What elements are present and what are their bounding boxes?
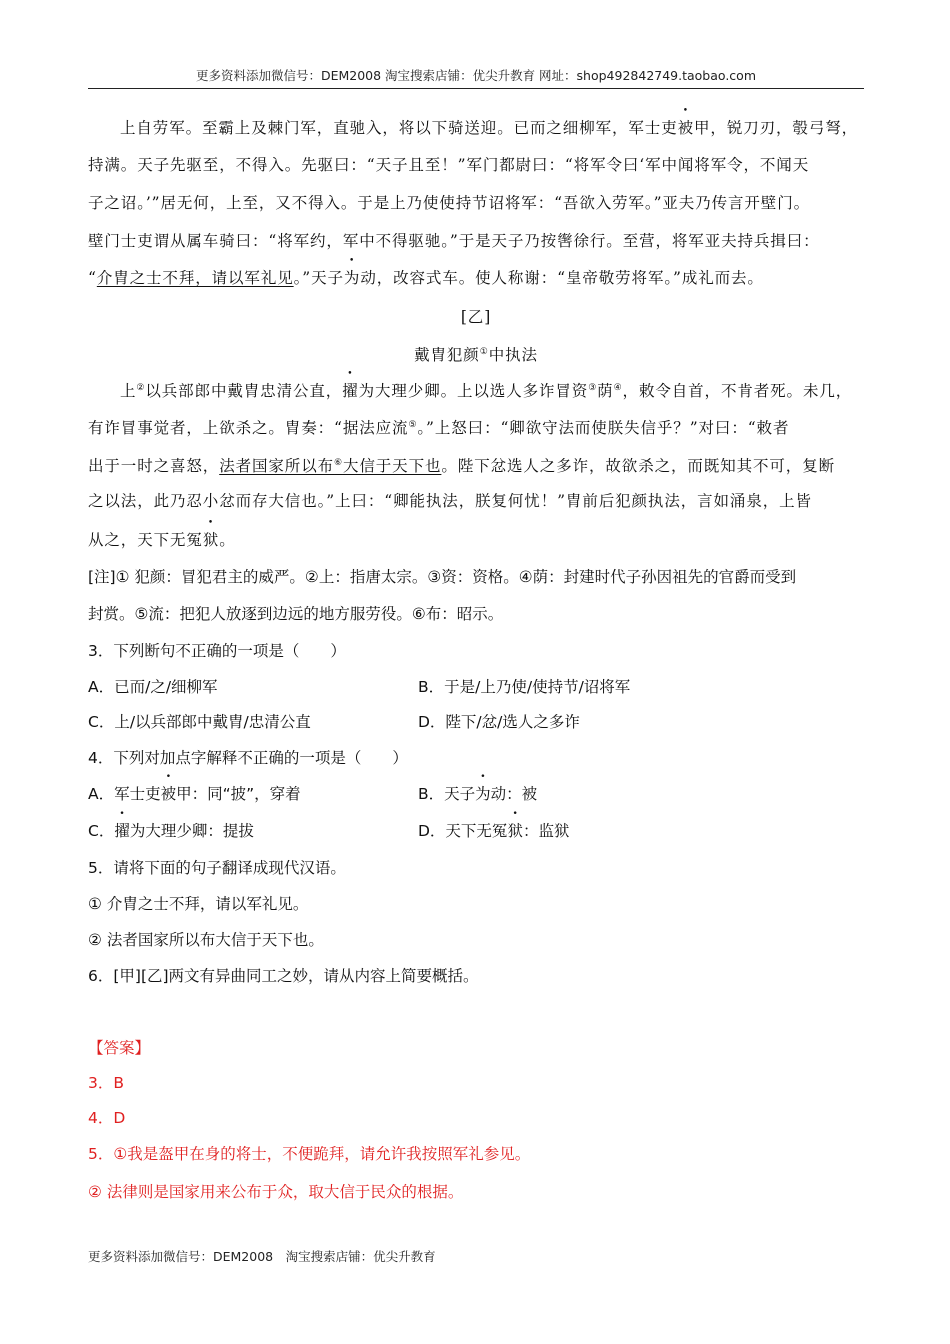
- yi-label: [乙]: [460, 308, 492, 326]
- dotted-char: 为: [343, 269, 361, 287]
- q5-sentence-1: ① 介胄之士不拜，请以军礼见。: [88, 895, 309, 913]
- dotted-char: 擢: [114, 822, 130, 840]
- q5-sentence-2: ② 法者国家所以布大信于天下也。: [88, 931, 324, 949]
- jia-line-4: 壁门士吏谓从属车骑曰：“将军约，军中不得驱驰。”于是天子乃按辔徐行。至营，将军亚夫持兵揖曰：: [88, 232, 820, 250]
- q3-stem: 3．下列断句不正确的一项是（ ）: [88, 642, 346, 660]
- yi-line-2: 有诈冒事觉者，上欲杀之。胄奏：“据法应流⑤。”上怒曰：“卿欲守法而使朕失信乎？”对曰：“敕者: [88, 419, 790, 438]
- underlined-sentence: 介胄之士不拜，请以军礼见: [96, 269, 294, 287]
- yi-line-4: 之以法，此乃忍小忿而存大信也。”上曰：“卿能执法，朕复何忧！”胄前后犯颜执法，言如涌泉，上皆: [88, 492, 812, 510]
- dotted-char: 擢: [342, 382, 359, 401]
- q4-stem: 4．下列对加点字解释不正确的一项是（ ）: [88, 749, 408, 767]
- yi-line-3: 出于一时之喜怒，法者国家所以布⑥大信于天下也。陛下忿选人之多诈，故欲杀之，而既知其不可，复断: [88, 457, 835, 476]
- underlined-sentence: 法者国家所以布⑥大信于天下也: [219, 457, 442, 476]
- q4-option-a: A．军士吏被甲：同“披”，穿着: [88, 785, 301, 803]
- notes-line-2: 封赏。⑤流：把犯人放逐到边远的地方服劳役。⑥布：昭示。: [88, 605, 504, 623]
- jia-line-5: “介胄之士不拜，请以军礼见。”天子为动，改容式车。使人称谢：“皇帝敬劳将军。”成礼而去。: [88, 269, 764, 287]
- dotted-char: 为: [475, 785, 491, 803]
- yi-title: 戴胄犯颜①中执法: [414, 346, 538, 365]
- q6-stem: 6．[甲][乙]两文有异曲同工之妙，请从内容上简要概括。: [88, 967, 479, 985]
- jia-line-3: 子之诏。’”居无何，上至，又不得入。于是上乃使使持节诏将军：“吾欲入劳军。”亚夫乃传言开壁门。: [88, 194, 811, 212]
- q4-option-d: D．天下无冤狱：监狱: [418, 822, 570, 840]
- dotted-char: 狱: [202, 531, 220, 549]
- jia-line-2: 持满。天子先驱至，不得入。先驱曰：“天子且至！”军门都尉曰：“将军令曰‘军中闻将军令，不闻天: [88, 156, 810, 174]
- q4-option-c: C．擢为大理少卿：提拔: [88, 822, 254, 840]
- q4-option-b: B．天子为动：被: [418, 785, 538, 803]
- answer-5-2: ② 法律则是国家用来公布于众，取大信于民众的根据。: [88, 1183, 464, 1201]
- jia-line-1: 上自劳军。至霸上及棘门军，直驰入，将以下骑送迎。已而之细柳军，军士吏被甲，锐刀刃，彀弓弩，: [120, 119, 859, 137]
- page-header: 更多资料添加微信号：DEM2008 淘宝搜索店铺：优尖升教育 网址：shop492842749.taobao.com: [195, 68, 757, 83]
- dotted-char: 狱: [507, 822, 523, 840]
- answer-5-1: 5．①我是盔甲在身的将士，不便跪拜，请允许我按照军礼参见。: [88, 1145, 531, 1163]
- q3-option-c: C．上/以兵部郎中戴胄/忠清公直: [88, 713, 311, 731]
- notes-line-1: [注]① 犯颜：冒犯君主的威严。②上：指唐太宗。③资：资格。④荫：封建时代子孙因祖先的官爵而受到: [88, 568, 797, 586]
- q3-option-b: B．于是/上乃使/使持节/诏将军: [418, 678, 631, 696]
- q3-option-d: D．陛下/忿/选人之多诈: [418, 713, 580, 731]
- page-footer: 更多资料添加微信号：DEM2008 淘宝搜索店铺：优尖升教育: [88, 1249, 436, 1264]
- q3-option-a: A．已而/之/细柳军: [88, 678, 218, 696]
- answer-4: 4．D: [88, 1109, 126, 1127]
- header-rule: [88, 88, 864, 89]
- q5-stem: 5．请将下面的句子翻译成现代汉语。: [88, 859, 346, 877]
- dotted-char: 被: [677, 119, 695, 137]
- answer-3: 3．B: [88, 1074, 124, 1092]
- answer-title: 【答案】: [88, 1039, 151, 1057]
- yi-line-1: 上②以兵部郎中戴胄忠清公直，擢为大理少卿。上以选人多诈冒资③荫④，敕令自首，不肯者死。未几，: [120, 382, 853, 401]
- dotted-char: 被: [160, 785, 177, 803]
- yi-line-5: 从之，天下无冤狱。: [88, 531, 236, 549]
